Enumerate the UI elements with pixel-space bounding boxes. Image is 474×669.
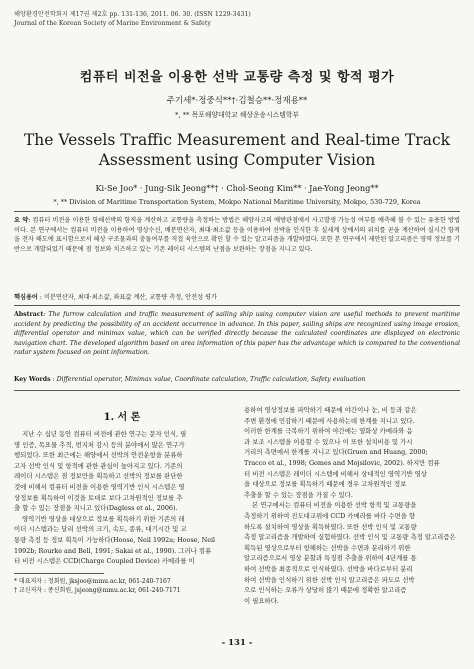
body-line: 행되었다. 또한 최근에는 해양에서 선박의 안전운항을 분류하 (14, 451, 183, 460)
body-line: Tracco et al., 1998; Gomes and Mojsilovic, 2002). 하지만 컴퓨 (244, 458, 440, 467)
body-line: 주변 환경에 민감하기 때문에 사용하는데 한계를 지니고 있다. (244, 416, 415, 425)
footnote-rule (14, 573, 104, 574)
abstract-korean-label: 요 약 (14, 217, 29, 224)
body-line: 이더 시스템과는 달리 선박의 크기, 속도, 종류, 대기시간 및 교 (14, 525, 187, 534)
body-line: 영역기반 영상을 대상으로 정보를 획득하기 위한 기존의 레 (22, 514, 185, 523)
abstract-korean (14, 216, 460, 254)
body-line: 상정보를 획득하여 이것을 토대로 보다 고차원적인 정보를 추 (14, 493, 183, 502)
footnote-corresponding: † 교신저자 : 종신회원, jsjeong@mmu.ac.kr, 061-240-7171 (14, 587, 181, 594)
body-line: 획득된 영상으로부터 항해하는 선박을 수면과 분리하기 위한 (244, 543, 411, 552)
body-line: 것에 비해서 컴퓨터 비전을 이용한 영역기반 인식 시스템은 영 (14, 482, 185, 491)
body-line: 거리의 측면에서 한계를 지니고 있다(Gruen and Huang, 2000; (244, 448, 428, 457)
body-line: 으로 인식하는 오류가 상당히 많기 때문에 정확한 알고리즘 (244, 586, 407, 595)
page-number: - 131 - (221, 638, 253, 648)
authors-english: Ki-Se Joo* · Jung-Sik Jeong**† · Chol-Seong Kim** · Jae-Yong Jeong** (95, 183, 379, 193)
keywords-korean (14, 292, 460, 301)
keywords-english (14, 376, 460, 383)
section-heading: 1. 서 론 (103, 412, 141, 423)
divider-middle (14, 305, 460, 306)
footnote-first-author: * 대표저자 : 정회원, jksjoo@mmu.ac.kr, 061-240-7167 (14, 578, 171, 585)
body-line: 하여 선박을 최종적으로 인식하였다. 선박을 바다로부터 분리 (244, 564, 413, 573)
body-line: 본 연구에서는 컴퓨터 비전을 이용한 선박 항적 및 교통량을 (252, 501, 417, 510)
body-line: 1992b; Rourke and Bell, 1991; Sakai et al., 1990). 그러나 컴퓨 (14, 546, 212, 555)
body-column-left (14, 429, 230, 567)
body-line: 하여 선박을 인식하기 위한 선박 인식 알고리즘은 파도로 선박 (244, 575, 415, 584)
body-line: 용하여 영상정보를 파악하기 때문에 야간이나 눈, 비 등과 같은 (244, 406, 417, 414)
body-line: 이 필요하다. (244, 596, 279, 605)
body-line: 이러한 한계를 극복하기 위하여 야간에는 열화상 카메라와 음 (244, 427, 413, 436)
authors-korean: 주기세*·정중식**†·김철승**·정재용** (166, 96, 308, 106)
body-line: 터 비전 시스템은 CCD(Charge Coupled Device) 카메라를 이 (14, 557, 195, 566)
affiliation-korean: *, ** 목포해양대학교 해상운송시스템학부 (175, 111, 299, 119)
abstract-english-label: Abstract (14, 311, 44, 318)
divider-top (14, 211, 460, 212)
body-line: 지난 수 십년 동안 컴퓨터 비전에 관한 연구는 문자 인식, 필 (22, 430, 187, 438)
abstract-english (14, 310, 460, 358)
footnotes (14, 577, 230, 595)
journal-name: Journal of the Korean Society of Marine Environment & Safety (14, 20, 211, 27)
body-line: 과 보조 시스템을 이용할 수 있으나 이 또한 설치비용 및 가시 (244, 437, 413, 446)
keywords-korean-label: 핵심용어 (14, 294, 38, 301)
keywords-english-text: : Differential operator, Minimax value, Coordinate calculation, Traffic calculation, Safety evaluation (52, 376, 366, 383)
body-line: 고자 선박 인식 및 항적에 관한 관심이 높아지고 있다. 기존의 (14, 461, 183, 470)
body-line: 출 할 수 있는 장점을 지니고 있다(Dagless et al., 2006). (14, 504, 178, 513)
body-line: 레이더 시스템은 점 정보만을 획득하고 선박의 정보를 판단한 (14, 472, 183, 481)
body-line: 측정하기 위하여 진도대교위에 CCD 카메라를 바다 수면을 향 (244, 511, 416, 520)
abstract-english-text: : The furrow calculation and traffic measurement of sailing ship using computer vision are useful methods to prevent maritime accident by predicting the possibility of an accident occurrence in advance. In this paper, sailing ships are recognized using image erosion, differential operator and minimax value, which can be verified directly because the calculated coordinates are displayed on electronic navigation chart. The developed algorithm based on area information of this paper has the advantage which is compared to the conventional radar system focused on point information. (14, 311, 460, 357)
keywords-english-label: Key Words (14, 376, 51, 383)
body-line: 측정 알고리즘을 개발하여 실험하였다. 선박 인식 및 교통량 측정 알고리즘은 (244, 533, 456, 542)
keywords-korean-text: : 미분연산자, 최대·최소값, 좌표값 계산, 교통량 측정, 안전성 평가 (39, 294, 217, 301)
body-line: 을 대상으로 정보를 획득하기 때문에 경우 고차원적인 정보 (244, 480, 407, 489)
affiliation-english: *, ** Division of Maritime Transportation System, Mokpo National Maritime University, Mokpo, 530-729, Korea (53, 198, 421, 206)
body-line: 통량 측정 등 정보 획득이 가능하다(Hoose, Neil 1992a; Hoose, Neil (14, 535, 216, 544)
title-korean: 컴퓨터 비전을 이용한 선박 교통량 측정 및 항적 평가 (79, 70, 395, 85)
abstract-korean-text: : 컴퓨터 비전을 이용한 항해선박의 항적을 계산하고 교통량을 측정하는 방법은 해양사고의 예방관점에서 사고발생 가능성 여부를 예측해 볼 수 있는 유용한 방법이다. 본 연구에서는 컴퓨터 비전을 이용하여 영상수신, 배분연산자, 최대·최소값 등을 이용하여 선박을 인식한 후 실세계 상에서의 위치를 곧을 계산하여 실시간 항적을 전자 해도에 표시함으로서 해상 구조물과의 충돌여부를 직접 육안으로 확인 할 수 있는 알고리즘을 개발하였다. 또한 본 연구에서 제안된 알고리즘은 영역 정보를 기반으로 개발되었기 때문에 점 정보와 치즈하고 있는 기존 레이더 시스템의 난점을 보완하는 장점을 지니고 있다. (14, 217, 460, 253)
title-english: The Vessels Traffic Measurement and Real-time Track Assessment using Computer Vision (23, 131, 451, 169)
body-column-right (244, 405, 460, 606)
divider-bottom (14, 390, 460, 391)
journal-citation: 해양환경안전학회지 제17권 제2호 pp. 131-136, 2011. 06. 30. (ISSN 1229-3431) (14, 11, 251, 18)
body-line: 터 비전 시스템은 레이더 시스템에 비해서 상대적인 영역기반 영상 (244, 469, 427, 478)
body-line: 알고리즘으로서 영상 분할과 특징점 추출을 위하여 4단계를 통 (244, 554, 417, 563)
body-line: 하도록 설치하여 영상을 획득하였다. 또한 선박 인식 및 교통량 (244, 522, 417, 531)
body-line: 명 인증, 목표물 추적, 번지처 감시 등의 분야에서 많은 연구가 (14, 440, 185, 449)
body-line: 추출을 할 수 있는 장점을 가질 수 있다. (244, 490, 353, 499)
